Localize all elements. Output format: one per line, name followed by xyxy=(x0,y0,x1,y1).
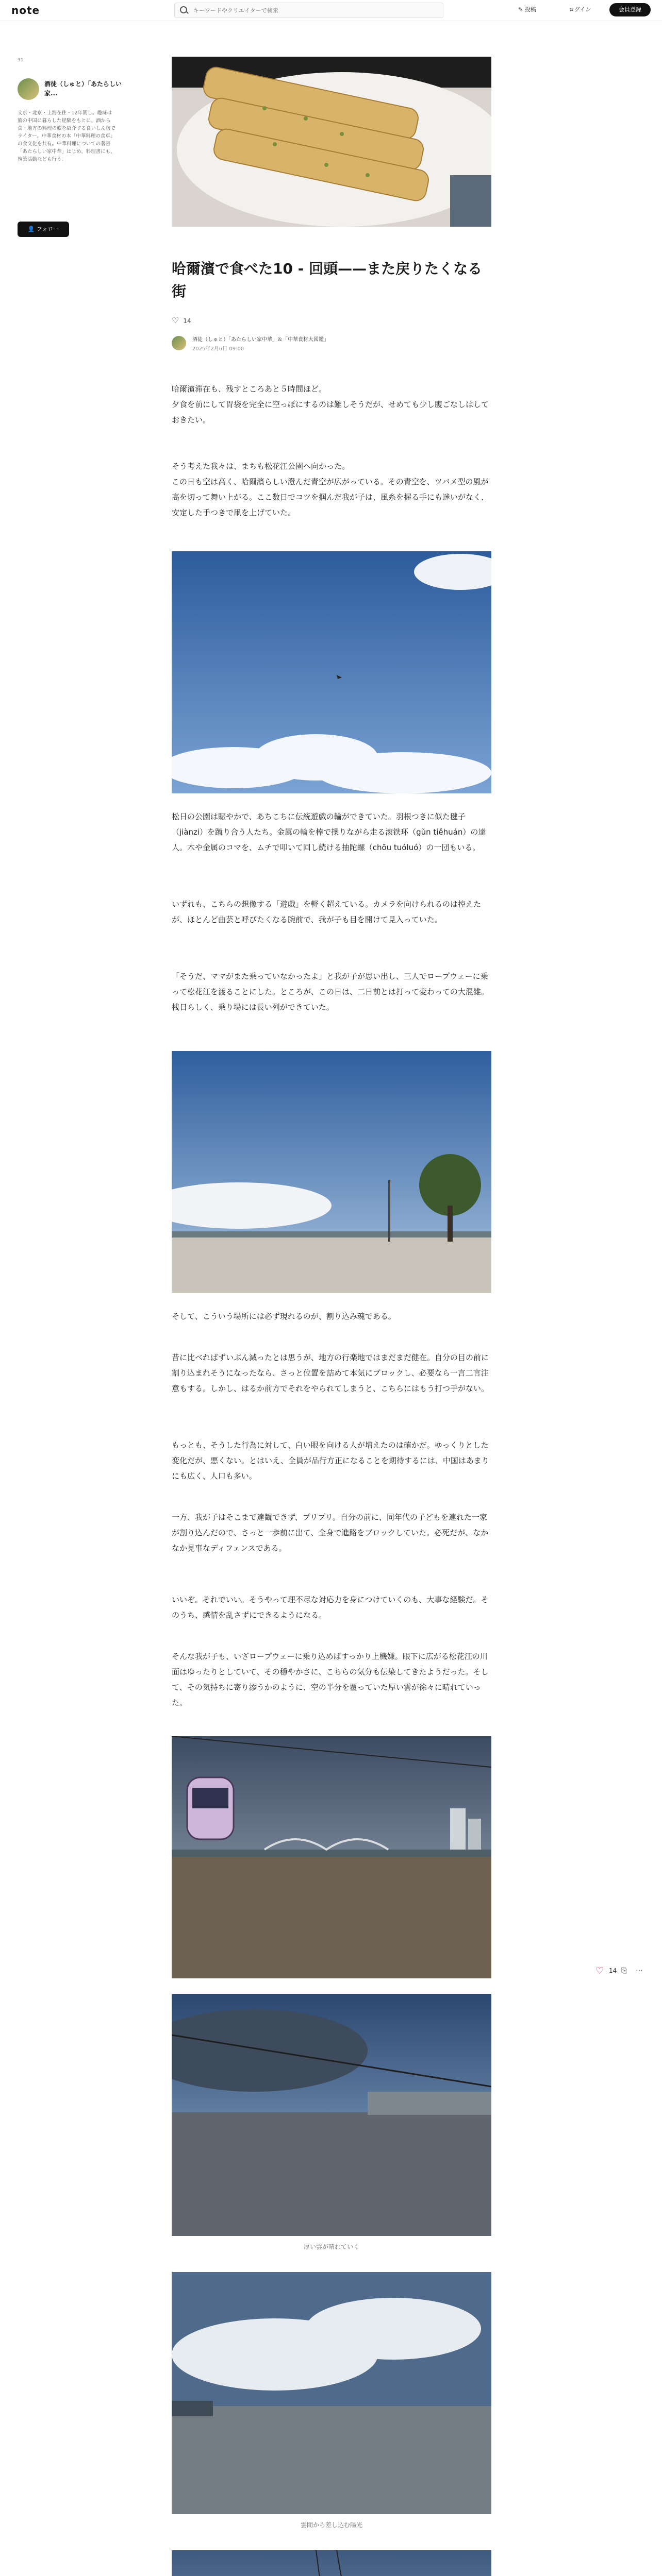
paragraph: もっとも、そうした行為に対して、白い眼を向ける人が増えたのは確かだ。ゆっくりとした変化だが、悪くない。とはいえ、全員が品行方正になることを期待するには、中国はあまりにも広く、人口も多い。 xyxy=(172,1440,489,1481)
search-box[interactable] xyxy=(174,3,443,18)
avatar[interactable] xyxy=(18,78,39,100)
ropeway-photo xyxy=(172,1736,491,1978)
signup-button[interactable]: 会員登録 xyxy=(609,3,651,16)
like-count: 14 xyxy=(609,1967,617,1974)
search-icon xyxy=(180,6,187,13)
author-profile xyxy=(18,58,122,232)
login-link[interactable]: ログイン xyxy=(569,6,591,13)
floating-actions xyxy=(595,1965,652,1978)
site-header xyxy=(0,0,662,21)
paragraph: そんな我が子も、いざロープウェーに乗り込めばすっかり上機嫌。眼下に広がる松花江の川面はゆったりとしていて、その穏やかさに、こちらの気分も伝染してきたようだった。そして、その気持ちに寄り添うかのように、空の半分を覆っていた厚い雲が徐々に晴れていった。 xyxy=(172,1652,489,1707)
heart-icon[interactable]: ♡ xyxy=(172,315,179,325)
author-name[interactable]: 酒徒（しゅと）「あたらしい家中華」＆「中華食材大図鑑」 xyxy=(192,337,329,343)
paragraph: いいぞ。それでいい。そうやって理不尽な対応力を身につけていくのも、大事な経験だ。そのうち、感情を乱さずにできるようになる。 xyxy=(172,1595,489,1620)
profile-bio: 文京・北京・上海在住・12年間し。趣味は旅の中国に暮らした経験をもとに、酒から食・地方の料理の旅を紹介する食いしん坊でライター。中華食材の本「中華料理の食卓」の食文化を共有。中華料理についての著書「あたらしい家中華」はじめ、料理書にも、執筆活動なども行う。 xyxy=(18,110,116,162)
sky-photo xyxy=(172,551,491,793)
magazine-count: 31 xyxy=(18,58,24,63)
publish-date: 2025年2月6日 09:00 xyxy=(192,346,244,352)
follow-button[interactable]: 👤 フォロー xyxy=(18,222,69,237)
profile-name[interactable]: 酒徒（しゅと）「あたらしい家... xyxy=(44,80,122,97)
paragraph: 「そうだ、ママがまた乗っていなかったよ」と我が子が思い出し、三人でロープウェーに乗って松花江を渡ることにした。ところが、この日は、二日前とは打って変わっての大混雑。桟日らしく、乗り場には長い列ができていた。 xyxy=(172,972,489,1012)
paragraph: そう考えた我々は、まちも松花江公園へ向かった。 この日も空は高く、哈爾濱らしい澄んだ青空が広がっている。その青空を、ツバメ型の風が高を切って舞い上がる。ここ数日でコツを掴んだ我が子は、風糸を握る手にも迷いがなく、安定した手つきで凧を上げていた。 xyxy=(172,462,489,517)
image-caption: 厚い雲が晴れていく xyxy=(303,2243,359,2250)
river-photo xyxy=(172,1994,491,2236)
paragraph: 松日の公園は賑やかで、あちこちに伝統遊戯の輪ができていた。羽根つきに似た毽子（jiànzi）を蹴り合う人たち。金属の輪を棒で操りながら走る滚铁环（gǔn tiěhuán）の達人。木や金属のコマを、ムチで叩いて回し続ける抽陀螺（chōu tuóluó）の一団もいる。 xyxy=(172,812,486,852)
heart-icon[interactable]: ♡ xyxy=(595,1965,604,1976)
paragraph: 哈爾濱滞在も、残すところあと５時間ほど。 夕食を前にして胃袋を完全に空っぽにするのは難しそうだが、せめても少し腹ごなしはしておきたい。 xyxy=(172,384,489,425)
paragraph: 一方、我が子はそこまで達観できず、プリプリ。自分の前に、同年代の子どもを連れた一家が割り込んだので、さっと一歩前に出て、全身で進路をブロックしていた。必死だが、なかなか見事なディフェンスである。 xyxy=(172,1513,489,1553)
post-button[interactable]: ✎ 投稿 xyxy=(518,6,536,13)
station-photo xyxy=(172,2550,491,2576)
paragraph: そして、こういう場所には必ず現れるのが、割り込み魂である。 xyxy=(172,1312,396,1321)
food-photo xyxy=(172,57,491,227)
search-input[interactable] xyxy=(192,5,437,15)
author-avatar[interactable] xyxy=(172,336,186,350)
article-author xyxy=(172,334,491,354)
clouds-photo xyxy=(172,2272,491,2514)
more-icon[interactable]: ⋯ xyxy=(636,1967,643,1975)
share-icon[interactable]: ⎘ xyxy=(621,1967,627,1975)
paragraph: 昔に比べればずいぶん減ったとは思うが、地方の行楽地ではまだまだ健在。自分の目の前に割り込まれそうになったなら、さっと位置を詰めて本気にブロックし、必要なら一言二言注意もする。しかし、はるか前方でそれをやられてしまうと、こちらにはもう打つ手がない。 xyxy=(172,1353,489,1393)
article-title: 哈爾濱で食べた10 - 回頭——また戻りたくなる街 xyxy=(172,260,483,300)
plaza-photo xyxy=(172,1051,491,1293)
like-counter[interactable]: ♡ 14 xyxy=(172,315,191,325)
image-caption: 雲間から差し込む陽光 xyxy=(300,2521,362,2529)
paragraph: いずれも、こちらの想像する「遊戯」を軽く超えている。カメラを向けられるのは控えたが、ほとんど曲芸と呼びたくなる腕前で、我が子も目を開けて見入っていた。 xyxy=(172,900,482,924)
note-logo[interactable]: note xyxy=(11,4,40,16)
